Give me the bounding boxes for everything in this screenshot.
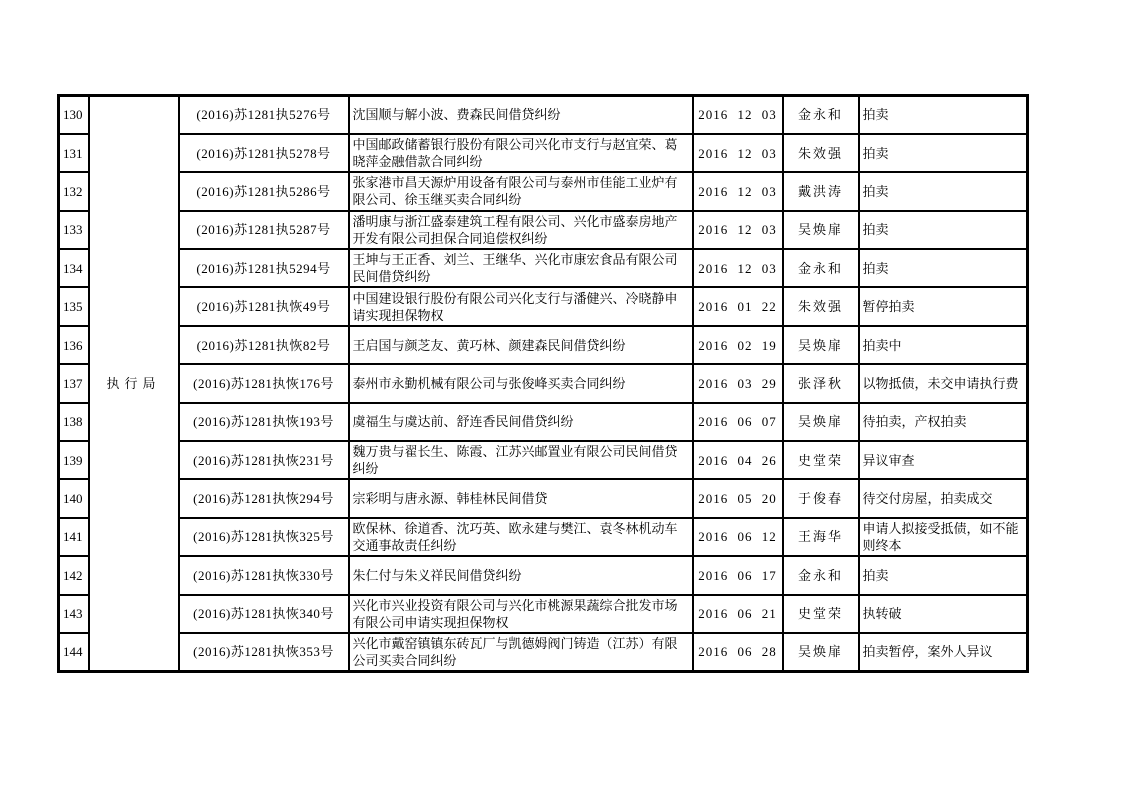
case-number: (2016)苏1281执恢353号 [179,633,349,672]
case-number: (2016)苏1281执恢193号 [179,403,349,441]
row-number: 130 [59,96,89,134]
row-number: 142 [59,556,89,594]
case-status: 拍卖中 [859,326,1028,364]
table-row [59,172,1028,210]
case-number: (2016)苏1281执恢49号 [179,287,349,325]
row-number: 139 [59,441,89,479]
case-date: 2016 03 29 [693,364,783,402]
department-cell: 执行局 [89,96,179,672]
row-number: 143 [59,595,89,633]
handler-name: 于俊春 [783,479,859,517]
case-number: (2016)苏1281执5286号 [179,172,349,210]
case-number: (2016)苏1281执恢294号 [179,479,349,517]
case-description: 沈国顺与解小波、费森民间借贷纠纷 [349,96,693,134]
case-description: 泰州市永勤机械有限公司与张俊峰买卖合同纠纷 [349,364,693,402]
execution-case-table [57,94,1029,673]
case-status: 拍卖 [859,134,1028,172]
case-description: 朱仁付与朱义祥民间借贷纠纷 [349,556,693,594]
case-number: (2016)苏1281执5294号 [179,249,349,287]
case-status: 异议审查 [859,441,1028,479]
case-number: (2016)苏1281执恢231号 [179,441,349,479]
case-description: 虞福生与虞达前、舒连香民间借贷纠纷 [349,403,693,441]
case-number: (2016)苏1281执恢340号 [179,595,349,633]
row-number: 131 [59,134,89,172]
table-row [59,134,1028,172]
handler-name: 王海华 [783,518,859,556]
case-status: 申请人拟接受抵债，如不能则终本 [859,518,1028,556]
case-description: 张家港市昌天源炉用设备有限公司与泰州市佳能工业炉有限公司、徐玉继买卖合同纠纷 [349,172,693,210]
case-status: 以物抵债，未交申请执行费 [859,364,1028,402]
row-number: 136 [59,326,89,364]
case-description: 王坤与王正香、刘兰、王继华、兴化市康宏食品有限公司民间借贷纠纷 [349,249,693,287]
row-number: 135 [59,287,89,325]
case-description: 宗彩明与唐永源、韩桂林民间借贷 [349,479,693,517]
case-description: 中国邮政储蓄银行股份有限公司兴化市支行与赵宜荣、葛晓萍金融借款合同纠纷 [349,134,693,172]
row-number: 140 [59,479,89,517]
table-row [59,556,1028,594]
table-row [59,633,1028,672]
case-description: 兴化市戴窑镇镇东砖瓦厂与凯德姆阀门铸造（江苏）有限公司买卖合同纠纷 [349,633,693,672]
case-date: 2016 06 21 [693,595,783,633]
table-row [59,287,1028,325]
case-date: 2016 12 03 [693,249,783,287]
row-number: 132 [59,172,89,210]
case-number: (2016)苏1281执恢325号 [179,518,349,556]
case-date: 2016 04 26 [693,441,783,479]
case-status: 待拍卖，产权拍卖 [859,403,1028,441]
case-date: 2016 12 03 [693,211,783,249]
case-status: 拍卖 [859,249,1028,287]
handler-name: 金永和 [783,249,859,287]
case-status: 拍卖 [859,172,1028,210]
row-number: 138 [59,403,89,441]
table-row [59,326,1028,364]
case-description: 潘明康与浙江盛泰建筑工程有限公司、兴化市盛泰房地产开发有限公司担保合同追偿权纠纷 [349,211,693,249]
case-status: 执转破 [859,595,1028,633]
handler-name: 吴焕扉 [783,326,859,364]
case-date: 2016 12 03 [693,172,783,210]
table-row [59,211,1028,249]
case-date: 2016 06 28 [693,633,783,672]
table-row [59,96,1028,134]
case-number: (2016)苏1281执5287号 [179,211,349,249]
case-status: 拍卖 [859,96,1028,134]
case-description: 欧保林、徐道香、沈巧英、欧永建与樊江、袁冬林机动车交通事故责任纠纷 [349,518,693,556]
case-status: 拍卖 [859,211,1028,249]
case-date: 2016 01 22 [693,287,783,325]
case-status: 拍卖 [859,556,1028,594]
case-number: (2016)苏1281执5276号 [179,96,349,134]
case-number: (2016)苏1281执恢82号 [179,326,349,364]
case-description: 王启国与颜芝友、黄巧林、颜建森民间借贷纠纷 [349,326,693,364]
table-row [59,441,1028,479]
handler-name: 张泽秋 [783,364,859,402]
case-status: 待交付房屋，拍卖成交 [859,479,1028,517]
table-row [59,595,1028,633]
case-date: 2016 06 17 [693,556,783,594]
case-number: (2016)苏1281执5278号 [179,134,349,172]
handler-name: 吴焕扉 [783,633,859,672]
handler-name: 戴洪涛 [783,172,859,210]
case-date: 2016 06 07 [693,403,783,441]
case-date: 2016 02 19 [693,326,783,364]
case-date: 2016 12 03 [693,96,783,134]
row-number: 141 [59,518,89,556]
handler-name: 吴焕扉 [783,211,859,249]
case-description: 兴化市兴业投资有限公司与兴化市桃源果蔬综合批发市场有限公司申请实现担保物权 [349,595,693,633]
case-description: 魏万贵与翟长生、陈霞、江苏兴邮置业有限公司民间借贷纠纷 [349,441,693,479]
table-row [59,403,1028,441]
row-number: 137 [59,364,89,402]
case-date: 2016 12 03 [693,134,783,172]
case-status: 拍卖暂停，案外人异议 [859,633,1028,672]
handler-name: 史堂荣 [783,441,859,479]
case-date: 2016 05 20 [693,479,783,517]
handler-name: 朱效强 [783,134,859,172]
handler-name: 金永和 [783,556,859,594]
table-row [59,364,1028,402]
handler-name: 史堂荣 [783,595,859,633]
row-number: 133 [59,211,89,249]
table-row [59,518,1028,556]
row-number: 134 [59,249,89,287]
handler-name: 吴焕扉 [783,403,859,441]
case-description: 中国建设银行股份有限公司兴化支行与潘健兴、冷晓静申请实现担保物权 [349,287,693,325]
case-date: 2016 06 12 [693,518,783,556]
case-number: (2016)苏1281执恢330号 [179,556,349,594]
case-number: (2016)苏1281执恢176号 [179,364,349,402]
row-number: 144 [59,633,89,672]
handler-name: 朱效强 [783,287,859,325]
table-row [59,249,1028,287]
handler-name: 金永和 [783,96,859,134]
table-row [59,479,1028,517]
case-status: 暂停拍卖 [859,287,1028,325]
